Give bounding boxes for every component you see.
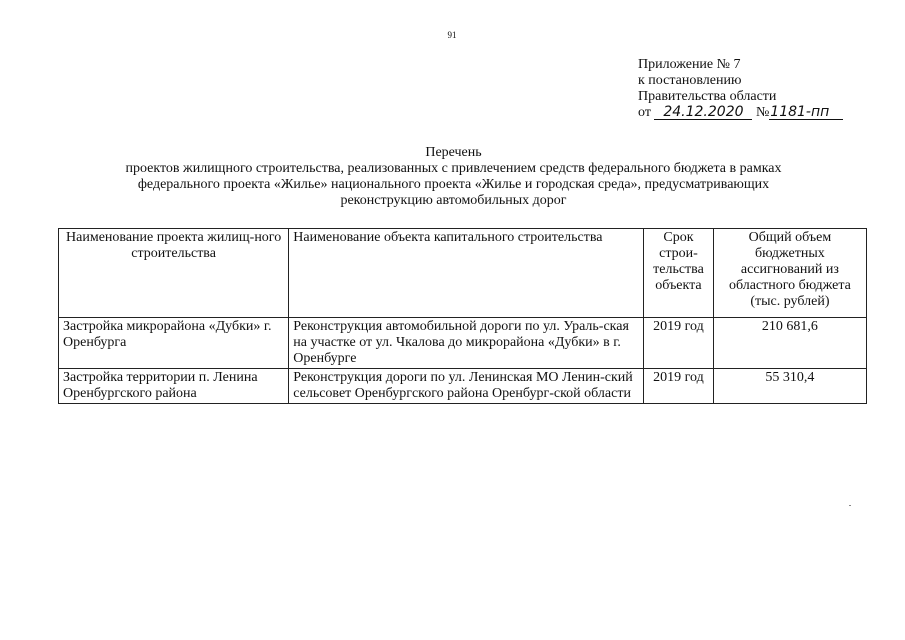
- handwritten-date: 24.12.2020: [654, 105, 752, 120]
- header-term: Срок строи-тельства объекта: [644, 229, 714, 318]
- appendix-block: [638, 57, 878, 121]
- handwritten-number: 1181-пп: [769, 105, 843, 120]
- cell-project: Застройка микрорайона «Дубки» г. Оренбурга: [59, 318, 289, 369]
- cell-amount: 210 681,6: [713, 318, 866, 369]
- table-row: [59, 318, 867, 369]
- header-amount: Общий объем бюджетных ассигнований из областного бюджета (тыс. рублей): [713, 229, 866, 318]
- page-number: 91: [447, 30, 457, 40]
- title-line-4: реконструкцию автомобильных дорог: [340, 193, 567, 208]
- header-object: Наименование объекта капитального строительства: [289, 229, 644, 318]
- appendix-line-3: Правительства области: [638, 89, 777, 104]
- header-project: Наименование проекта жилищ-ного строительства: [59, 229, 289, 318]
- cell-object: Реконструкция автомобильной дороги по ул. Ураль-ская на участке от ул. Чкалова до микрорайона «Дубки» в г. Оренбурге: [289, 318, 644, 369]
- cell-project: Застройка территории п. Ленина Оренбургского района: [59, 369, 289, 404]
- appendix-date-number-line: [638, 105, 878, 121]
- appendix-line-1: Приложение № 7: [638, 57, 741, 72]
- table-header-row: [59, 229, 867, 318]
- cell-term: 2019 год: [644, 369, 714, 404]
- document-title: [60, 145, 847, 209]
- number-label: №: [755, 105, 770, 120]
- scan-speck: [849, 505, 851, 506]
- title-line-1: Перечень: [425, 145, 482, 160]
- title-line-3: федерального проекта «Жилье» национального проекта «Жилье и городская среда», предусматривающих: [137, 177, 770, 192]
- from-label: от: [638, 105, 651, 120]
- table-row: [59, 369, 867, 404]
- cell-amount: 55 310,4: [713, 369, 866, 404]
- cell-object: Реконструкция дороги по ул. Ленинская МО Ленин-ский сельсовет Оренбургского района Оренбург-ской области: [289, 369, 644, 404]
- appendix-line-2: к постановлению: [638, 73, 742, 88]
- cell-term: 2019 год: [644, 318, 714, 369]
- projects-table: [58, 228, 867, 404]
- title-line-2: проектов жилищного строительства, реализованных с привлечением средств федерального бюджета в рамках: [125, 161, 782, 176]
